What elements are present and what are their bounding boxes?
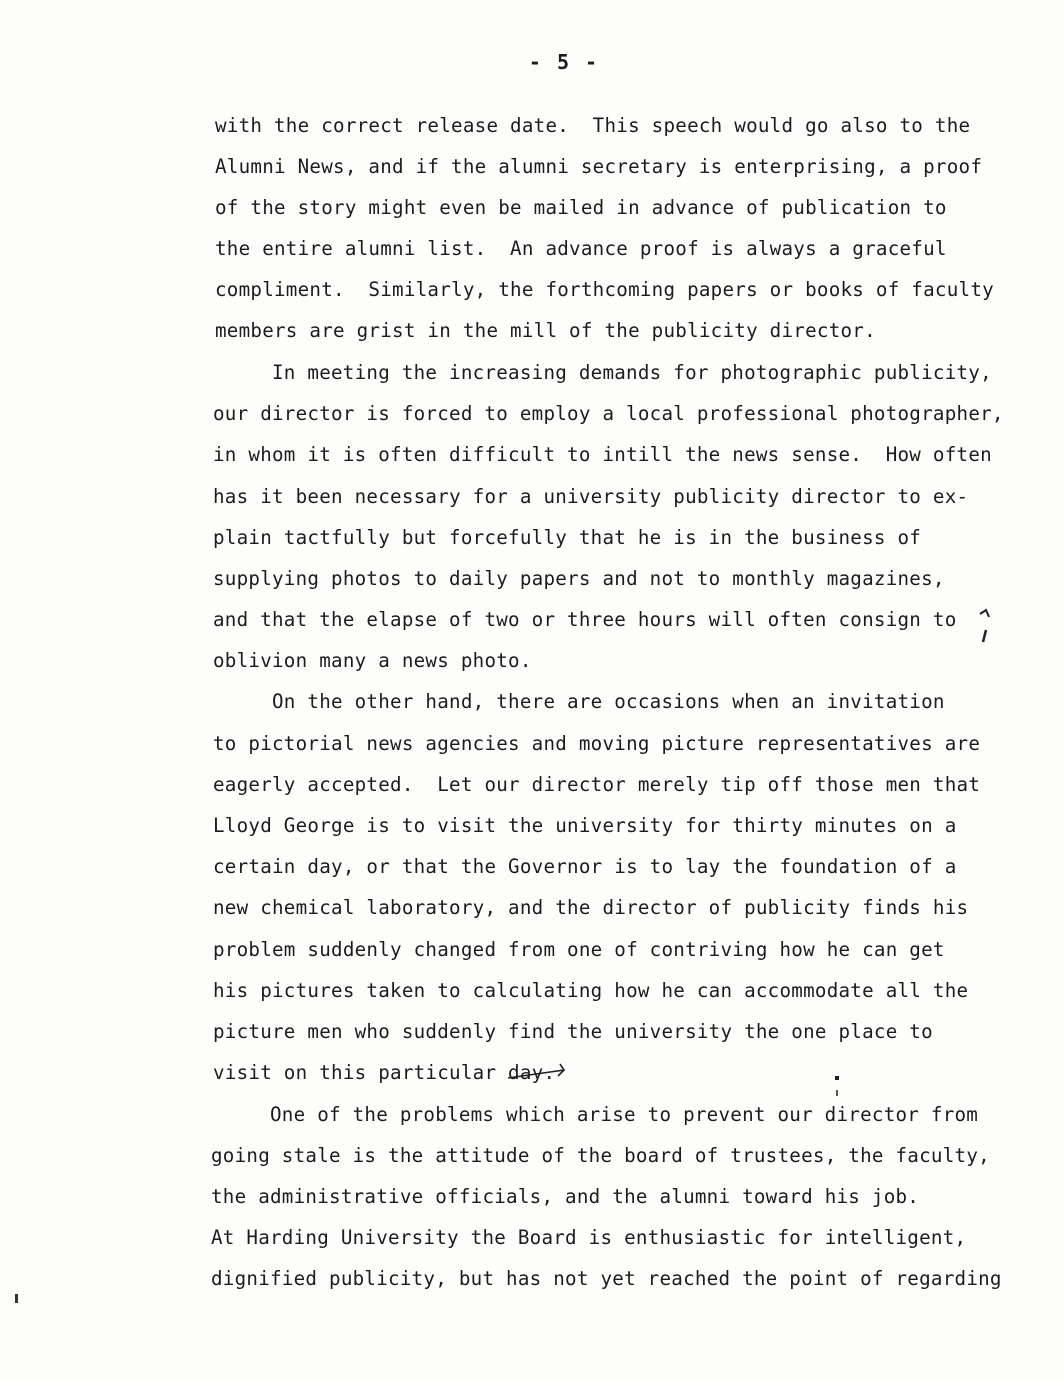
- text-line: plain tactfully but forcefully that he is in the business of: [213, 526, 922, 549]
- text-line: eagerly accepted. Let our director merely tip off those men that: [213, 773, 981, 796]
- text-line: One of the problems which arise to prevent our director from: [270, 1103, 979, 1126]
- text-line: supplying photos to daily papers and not to monthly magazines,: [213, 567, 945, 590]
- text-line: of the story might even be mailed in advance of publication to: [215, 196, 947, 219]
- text-line: our director is forced to employ a local professional photographer,: [213, 402, 1004, 425]
- text-line: with the correct release date. This speech would go also to the: [215, 114, 971, 137]
- text-line: Alumni News, and if the alumni secretary is enterprising, a proof: [215, 155, 983, 178]
- text-line: and that the elapse of two or three hours will often consign to: [213, 608, 957, 631]
- margin-dot-icon: [14, 1292, 20, 1306]
- text-line: the entire alumni list. An advance proof is always a graceful: [215, 237, 947, 260]
- text-line: has it been necessary for a university publicity director to ex-: [213, 485, 969, 508]
- text-line: In meeting the increasing demands for photographic publicity,: [272, 361, 992, 384]
- text-line: On the other hand, there are occasions when an invitation: [272, 690, 945, 713]
- text-line: in whom it is often difficult to intill the news sense. How often: [213, 443, 992, 466]
- text-line: new chemical laboratory, and the director of publicity finds his: [213, 896, 969, 919]
- text-line: compliment. Similarly, the forthcoming papers or books of faculty: [215, 278, 994, 301]
- ink-dot-icon: [832, 1074, 842, 1100]
- text-line: the administrative officials, and the alumni toward his job.: [211, 1185, 920, 1208]
- text-line: problem suddenly changed from one of contriving how he can get: [213, 938, 945, 961]
- page-number: - 5 -: [528, 50, 600, 74]
- strikethrough-mark-icon: [506, 1060, 576, 1086]
- text-line: going stale is the attitude of the board of trustees, the faculty,: [211, 1144, 990, 1167]
- text-line: members are grist in the mill of the publicity director.: [215, 319, 876, 342]
- text-line: to pictorial news agencies and moving picture representatives are: [213, 732, 981, 755]
- text-line: picture men who suddenly find the university the one place to: [213, 1020, 933, 1043]
- text-line: At Harding University the Board is enthusiastic for intelligent,: [211, 1226, 967, 1249]
- text-line: dignified publicity, but has not yet reached the point of regarding: [211, 1267, 1002, 1290]
- handwritten-mark-icon: [976, 608, 996, 644]
- text-line: visit on this particular day.: [213, 1061, 556, 1084]
- text-line: his pictures taken to calculating how he can accommodate all the: [213, 979, 969, 1002]
- text-line: certain day, or that the Governor is to lay the foundation of a: [213, 855, 957, 878]
- text-line: oblivion many a news photo.: [213, 649, 532, 672]
- text-line: Lloyd George is to visit the university for thirty minutes on a: [213, 814, 957, 837]
